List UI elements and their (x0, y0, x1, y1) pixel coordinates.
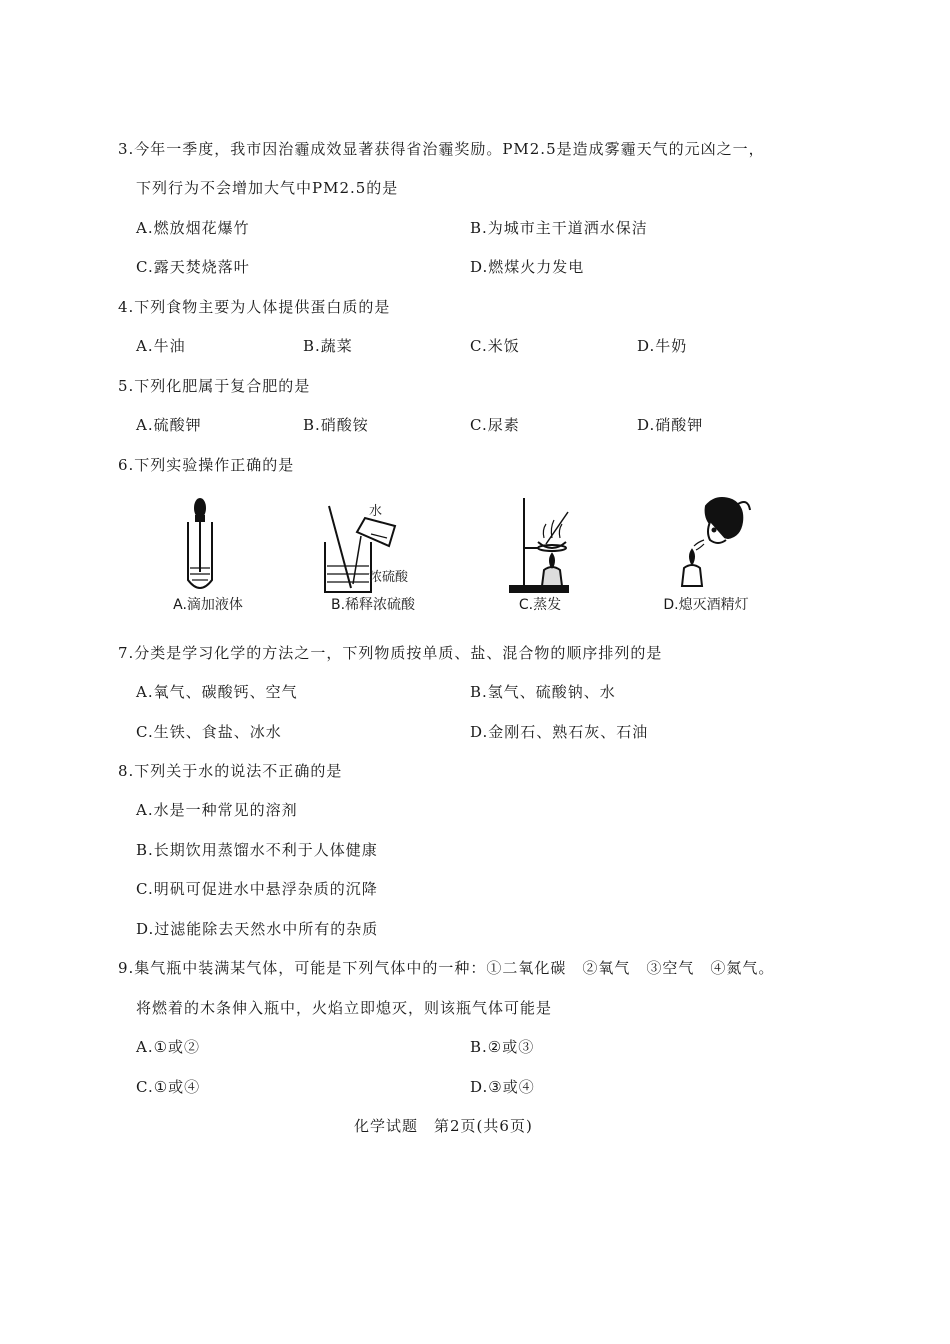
figure-a-caption: A.滴加液体 (173, 597, 243, 613)
evaporation-stand-illustration (480, 492, 600, 596)
question-8-stem: 8.下列关于水的说法不正确的是 (118, 762, 343, 780)
question-9-stem-line-2: 将燃着的木条伸入瓶中，火焰立即熄灭，则该瓶气体可能是 (136, 999, 553, 1017)
blowing-lamp-illustration (646, 492, 766, 596)
figure-d-extinguish-lamp (646, 492, 766, 622)
question-8-option-a: A.水是一种常见的溶剂 (136, 801, 298, 819)
figure-b-caption: B.稀释浓硫酸 (330, 597, 416, 613)
question-3-stem-line-2: 下列行为不会增加大气中PM2.5的是 (136, 179, 399, 197)
question-3-option-b: B.为城市主干道洒水保洁 (470, 219, 648, 237)
question-5-stem: 5.下列化肥属于复合肥的是 (118, 377, 311, 395)
question-6-stem: 6.下列实验操作正确的是 (118, 456, 295, 474)
question-4-stem: 4.下列食物主要为人体提供蛋白质的是 (118, 298, 391, 316)
question-7-option-d: D.金刚石、熟石灰、石油 (470, 723, 649, 741)
question-7-option-b: B.氢气、硫酸钠、水 (470, 683, 616, 701)
question-4-option-c: C.米饭 (470, 337, 520, 355)
question-8-option-c: C.明矾可促进水中悬浮杂质的沉降 (136, 880, 378, 898)
question-7-option-a: A.氧气、碳酸钙、空气 (136, 683, 298, 701)
question-7-option-c: C.生铁、食盐、冰水 (136, 723, 282, 741)
question-3-option-c: C.露天焚烧落叶 (136, 258, 250, 276)
page-footer: 化学试题 第2页(共6页) (354, 1117, 533, 1135)
question-3-option-d: D.燃煤火力发电 (470, 258, 585, 276)
question-3-option-a: A.燃放烟花爆竹 (136, 219, 250, 237)
question-9-option-b: B.②或③ (470, 1038, 535, 1056)
question-4-option-d: D.牛奶 (637, 337, 688, 355)
figure-b-acid-label: 浓硫酸 (369, 570, 409, 585)
figure-c-evaporation (480, 492, 600, 622)
question-9-stem-line-1: 9.集气瓶中装满某气体，可能是下列气体中的一种：①二氧化碳 ②氧气 ③空气 ④氮气。 (118, 959, 775, 977)
figure-b-diluting-acid (313, 492, 433, 622)
question-5-option-c: C.尿素 (470, 416, 520, 434)
figure-a-dropping-liquid (148, 492, 268, 622)
question-3-stem-line-1: 3.今年一季度，我市因治霾成效显著获得省治霾奖励。PM2.5是造成雾霾天气的元凶之一， (118, 140, 765, 158)
figure-c-caption: C.蒸发 (518, 597, 562, 613)
question-5-option-d: D.硝酸钾 (637, 416, 704, 434)
figure-d-caption: D.熄灭酒精灯 (663, 597, 749, 613)
question-9-option-c: C.①或④ (136, 1078, 201, 1096)
dropper-test-tube-illustration (148, 492, 268, 596)
question-9-option-a: A.①或② (136, 1038, 201, 1056)
figure-b-water-label: 水 (369, 504, 383, 519)
question-8-option-b: B.长期饮用蒸馏水不利于人体健康 (136, 841, 378, 859)
question-5-option-b: B.硝酸铵 (303, 416, 369, 434)
question-8-option-d: D.过滤能除去天然水中所有的杂质 (136, 920, 379, 938)
question-7-stem: 7.分类是学习化学的方法之一，下列物质按单质、盐、混合物的顺序排列的是 (118, 644, 663, 662)
question-4-option-b: B.蔬菜 (303, 337, 353, 355)
question-9-option-d: D.③或④ (470, 1078, 535, 1096)
question-5-option-a: A.硫酸钾 (136, 416, 202, 434)
question-4-option-a: A.牛油 (136, 337, 186, 355)
